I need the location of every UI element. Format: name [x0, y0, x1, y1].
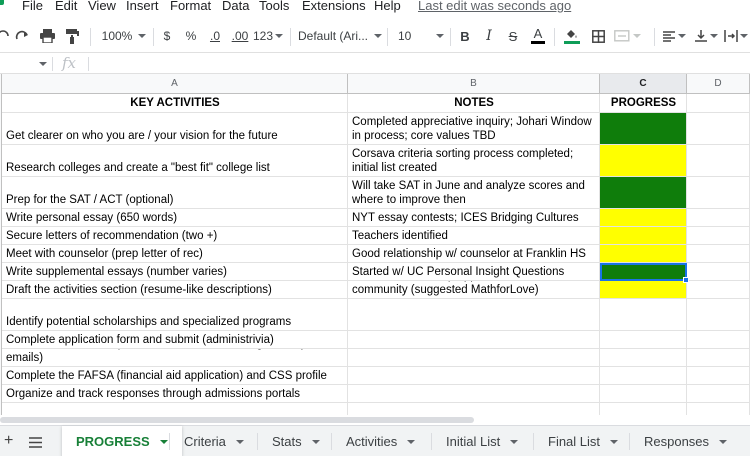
- toolbar-divider: [450, 28, 451, 46]
- progress-cell[interactable]: [600, 113, 687, 145]
- font-value: Default (Ari...: [298, 29, 369, 43]
- notes-cell[interactable]: Started w/ UC Personal Insight Questions: [348, 263, 600, 281]
- column-header-c[interactable]: C: [600, 74, 687, 94]
- chevron-down-icon: [138, 34, 146, 38]
- progress-cell[interactable]: [600, 227, 687, 245]
- empty-cell[interactable]: [687, 349, 750, 367]
- merge-cells-icon: [614, 30, 630, 42]
- column-header-b[interactable]: B: [348, 74, 600, 94]
- sheet-tab-label: Responses: [644, 434, 710, 449]
- notes-cell[interactable]: Good relationship w/ counselor at Franklin HS: [348, 245, 600, 263]
- tab-divider: [169, 433, 170, 450]
- empty-cell[interactable]: [687, 145, 750, 177]
- activity-cell[interactable]: Complete application form and submit (administrivia): [2, 331, 348, 349]
- empty-cell[interactable]: [687, 227, 750, 245]
- column-header-d[interactable]: D: [687, 74, 750, 94]
- sheet-tab-label: Criteria: [184, 434, 226, 449]
- sheet-tab-label: PROGRESS: [76, 434, 150, 449]
- horizontal-scrollbar[interactable]: [0, 415, 750, 425]
- fx-icon: fx: [62, 54, 77, 72]
- empty-cell[interactable]: [687, 177, 750, 209]
- horizontal-align-button[interactable]: [660, 20, 688, 52]
- progress-cell[interactable]: [600, 299, 687, 331]
- progress-cell[interactable]: [600, 263, 687, 281]
- chevron-down-icon[interactable]: [610, 440, 618, 444]
- paint-format-button[interactable]: [63, 20, 81, 52]
- sheet-tab-responses[interactable]: [630, 426, 741, 456]
- sheet-tab-final-list[interactable]: [534, 426, 632, 456]
- merge-cells-button[interactable]: [613, 20, 641, 52]
- tab-divider: [629, 433, 630, 450]
- chevron-down-icon: [374, 34, 382, 38]
- decrease-decimal-label: .0: [209, 29, 220, 43]
- menu-insert[interactable]: Insert: [126, 0, 159, 13]
- progress-cell[interactable]: [600, 331, 687, 349]
- sheet-tab-stats[interactable]: [258, 426, 334, 456]
- paint-format-icon: [66, 29, 79, 44]
- chevron-down-icon: [275, 34, 283, 38]
- activity-cell[interactable]: Write supplemental essays (number varies): [2, 263, 348, 281]
- align-bottom-icon: [695, 30, 707, 42]
- chevron-down-icon[interactable]: [407, 440, 415, 444]
- add-sheet-icon[interactable]: +: [4, 432, 14, 449]
- font-size-select[interactable]: [398, 20, 444, 52]
- redo-button[interactable]: [14, 20, 32, 52]
- header-progress[interactable]: PROGRESS: [600, 94, 687, 113]
- header-notes[interactable]: NOTES: [348, 94, 600, 113]
- tab-divider: [533, 433, 534, 450]
- header-key-activities[interactable]: KEY ACTIVITIES: [2, 94, 348, 113]
- zoom-value: 100%: [101, 29, 133, 43]
- notes-cell[interactable]: Corsava criteria sorting process completed; initial list created: [348, 145, 600, 177]
- activity-cell[interactable]: Identify potential scholarships and specialized programs: [2, 299, 348, 331]
- menu-bar: [0, 0, 750, 16]
- empty-cell[interactable]: [687, 385, 750, 403]
- progress-cell[interactable]: [600, 145, 687, 177]
- toolbar-divider: [554, 28, 555, 46]
- italic-label: I: [486, 28, 492, 44]
- chevron-down-icon[interactable]: [160, 440, 168, 444]
- redo-icon: [15, 30, 31, 42]
- empty-cell[interactable]: [687, 263, 750, 281]
- progress-cell[interactable]: [600, 245, 687, 263]
- chevron-down-icon[interactable]: [510, 440, 518, 444]
- progress-cell[interactable]: [600, 281, 687, 299]
- empty-cell[interactable]: [687, 331, 750, 349]
- activity-cell[interactable]: emails): [2, 349, 348, 367]
- toolbar-divider: [153, 28, 154, 46]
- sheet-tab-activities[interactable]: [332, 426, 429, 456]
- column-header-a[interactable]: A: [2, 74, 348, 94]
- zoom-select[interactable]: [98, 20, 150, 52]
- sheet-tab-label: Stats: [272, 434, 302, 449]
- last-edit-link[interactable]: Last edit was seconds ago: [418, 0, 572, 13]
- toolbar-divider: [90, 28, 91, 46]
- menu-data[interactable]: Data: [222, 0, 250, 13]
- empty-cell[interactable]: [687, 367, 750, 385]
- activity-cell[interactable]: Organize and track responses through admissions portals: [2, 385, 348, 403]
- menu-help[interactable]: Help: [374, 0, 401, 13]
- increase-decimal-button[interactable]: [228, 20, 252, 52]
- sheet-tab-progress[interactable]: [62, 426, 182, 456]
- empty-cell[interactable]: [687, 209, 750, 227]
- activity-cell[interactable]: Complete the FAFSA (financial aid application) and CSS profile: [2, 367, 348, 385]
- sheet-tab-bar: [0, 425, 750, 456]
- empty-cell[interactable]: [687, 281, 750, 299]
- notes-cell[interactable]: [348, 367, 600, 385]
- sheet-tab-criteria[interactable]: [170, 426, 258, 456]
- text-color-icon: A: [533, 26, 543, 41]
- notes-cell[interactable]: [348, 299, 600, 331]
- empty-cell[interactable]: [687, 299, 750, 331]
- italic-button[interactable]: [481, 20, 497, 52]
- sheet-tab-initial-list[interactable]: [432, 426, 532, 456]
- toolbar: [0, 20, 750, 52]
- toolbar-divider: [387, 28, 388, 46]
- toolbar-divider: [654, 28, 655, 46]
- currency-label: $: [163, 29, 171, 43]
- activity-cell[interactable]: Draft the activities section (resume-like descriptions): [2, 281, 348, 299]
- sheets-logo-icon: [0, 0, 4, 5]
- notes-cell[interactable]: [348, 349, 600, 367]
- menu-format[interactable]: Format: [170, 0, 212, 13]
- empty-cell[interactable]: [687, 113, 750, 145]
- chevron-down-icon: [678, 34, 686, 38]
- notes-cell[interactable]: [348, 331, 600, 349]
- tab-divider: [257, 433, 258, 450]
- decrease-decimal-button[interactable]: [204, 20, 226, 52]
- activity-cell[interactable]: Prep for the SAT / ACT (optional): [2, 177, 348, 209]
- progress-cell[interactable]: [600, 367, 687, 385]
- notes-cell[interactable]: NYT essay contests; ICES Bridging Cultures: [348, 209, 600, 227]
- formula-divider: [88, 57, 89, 71]
- print-icon: [40, 29, 55, 43]
- vertical-align-button[interactable]: [693, 20, 719, 52]
- chevron-down-icon[interactable]: [312, 440, 320, 444]
- notes-cell[interactable]: Teachers identified: [348, 227, 600, 245]
- bold-label: B: [460, 28, 470, 44]
- progress-cell[interactable]: [600, 349, 687, 367]
- chevron-down-icon: [633, 34, 641, 38]
- print-button[interactable]: [38, 20, 56, 52]
- undo-icon: [0, 30, 9, 42]
- all-sheets-icon[interactable]: [29, 435, 42, 453]
- strikethrough-button[interactable]: [505, 20, 521, 52]
- scrollbar-thumb[interactable]: [0, 417, 474, 423]
- chevron-down-icon[interactable]: [236, 440, 244, 444]
- percent-button[interactable]: [183, 20, 199, 52]
- borders-button[interactable]: [589, 20, 607, 52]
- progress-cell[interactable]: [600, 177, 687, 209]
- toolbar-divider: [290, 28, 291, 46]
- font-size-value: 10: [398, 29, 412, 43]
- menu-edit[interactable]: Edit: [55, 0, 78, 13]
- progress-cell[interactable]: [600, 209, 687, 227]
- formula-divider: [52, 57, 53, 71]
- borders-icon: [592, 30, 605, 43]
- percent-label: %: [185, 29, 197, 43]
- more-formats-label: 123: [252, 29, 274, 43]
- chevron-down-icon: [740, 34, 748, 38]
- menu-tools[interactable]: Tools: [259, 0, 290, 13]
- menu-view[interactable]: View: [88, 0, 116, 13]
- fill-color-swatch: [564, 41, 580, 44]
- tab-divider: [431, 433, 432, 450]
- selection-fill-handle[interactable]: [683, 277, 689, 283]
- progress-cell[interactable]: [600, 385, 687, 403]
- notes-cell[interactable]: Completed appreciative inquiry; Johari Window in process; core values TBD: [348, 113, 600, 145]
- sheet-tab-label: Final List: [548, 434, 601, 449]
- text-color-swatch: [531, 41, 545, 44]
- more-formats-button[interactable]: [254, 20, 282, 52]
- text-wrap-icon: [724, 30, 738, 42]
- formula-input[interactable]: [92, 53, 742, 73]
- chevron-down-icon: [436, 34, 444, 38]
- chevron-down-icon[interactable]: [39, 62, 47, 66]
- fill-color-button[interactable]: [562, 20, 582, 52]
- currency-button[interactable]: [160, 20, 174, 52]
- activity-cell[interactable]: Research colleges and create a "best fit" college list: [2, 145, 348, 177]
- text-color-button[interactable]: [529, 20, 547, 52]
- strikethrough-label: S: [508, 28, 518, 44]
- chevron-down-icon: [710, 34, 718, 38]
- text-wrapping-button[interactable]: [724, 20, 748, 52]
- align-left-icon: [663, 31, 675, 42]
- formula-bar: [0, 52, 750, 74]
- undo-button[interactable]: [0, 20, 10, 52]
- fill-color-icon: [565, 29, 579, 40]
- bold-button[interactable]: [457, 20, 473, 52]
- menu-extensions[interactable]: Extensions: [302, 0, 366, 13]
- menu-file[interactable]: File: [22, 0, 43, 13]
- increase-decimal-label: .00: [231, 29, 249, 43]
- activity-cell[interactable]: Write personal essay (650 words): [2, 209, 348, 227]
- font-select[interactable]: [298, 20, 380, 52]
- tab-divider: [331, 433, 332, 450]
- activity-cell[interactable]: Meet with counselor (prep letter of rec): [2, 245, 348, 263]
- sheet-tab-label: Activities: [346, 434, 398, 449]
- notes-cell[interactable]: [348, 385, 600, 403]
- empty-cell[interactable]: [687, 245, 750, 263]
- activity-cell[interactable]: Get clearer on who you are / your vision for the future: [2, 113, 348, 145]
- notes-cell[interactable]: Will take SAT in June and analyze scores and where to improve then: [348, 177, 600, 209]
- activity-cell[interactable]: Secure letters of recommendation (two +): [2, 227, 348, 245]
- cell-d-header[interactable]: [687, 94, 750, 113]
- chevron-down-icon[interactable]: [719, 440, 727, 444]
- notes-cell[interactable]: community (suggested MathforLove): [348, 281, 600, 299]
- sheet-tab-label: Initial List: [446, 434, 501, 449]
